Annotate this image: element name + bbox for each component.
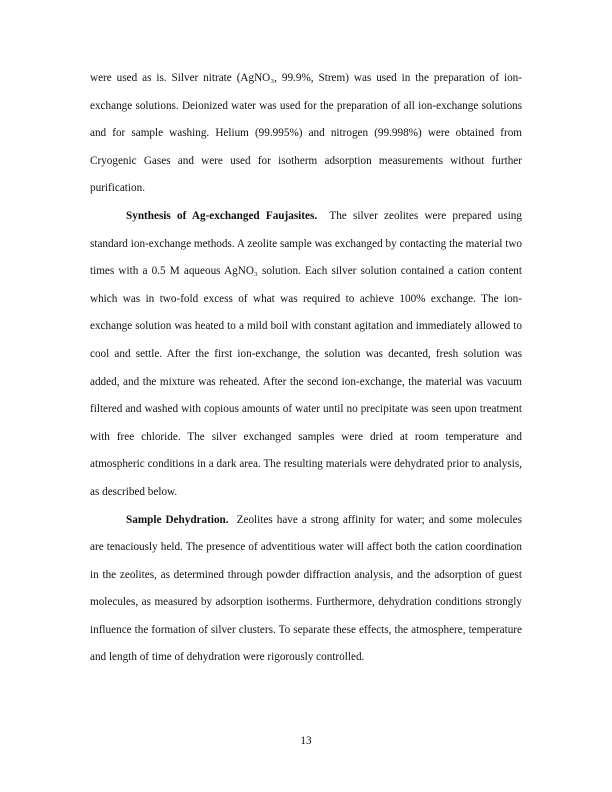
body-text [90,65,522,672]
section-heading-dehydration: Sample Dehydration. [126,513,229,526]
page-number: 13 [300,735,312,747]
paragraph-text: were used as is. Silver nitrate (AgNO₃, 99.9%, Strem) was used in the preparation of ion-exchange solutions. Deionized water was used for the preparation of all ion-exchange solutions and for sample washing. Helium (99.995%) and nitrogen (99.998%) were obtained from Cryogenic Gases and were used for isotherm adsorption measurements without further purification. [90,72,522,195]
paragraph-text: Zeolites have a strong affinity for water; and some molecules are tenaciously held. The presence of adventitious water will affect both the cation coordination in the zeolites, as determined through powder diffraction analysis, and the adsorption of guest molecules, as measured by adsorption isotherms. Furthermore, dehydration conditions strongly influence the formation of silver clusters. To separate these effects, the atmosphere, temperature and length of time of dehydration were rigorously controlled. [90,513,522,664]
paragraph-synthesis [90,203,522,507]
section-heading-synthesis: Synthesis of Ag-exchanged Faujasites. [126,209,318,222]
paragraph-materials [90,65,522,203]
paragraph-text: The silver zeolites were prepared using standard ion-exchange methods. A zeolite sample was exchanged by contacting the material two times with a 0.5 M aqueous AgNO₃ solution. Each silver solution contained a cation content which was in two-fold excess of what was required to achieve 100% exchange. The ion-exchange solution was heated to a mild boil with constant agitation and immediately allowed to cool and settle. After the first ion-exchange, the solution was decanted, fresh solution was added, and the mixture was reheated. After the second ion-exchange, the material was vacuum filtered and washed with copious amounts of water until no precipitate was seen upon treatment with free chloride. The silver exchanged samples were dried at room temperature and atmospheric conditions in a dark area. The resulting materials were dehydrated prior to analysis, as described below. [90,209,522,498]
paragraph-dehydration [90,507,522,673]
